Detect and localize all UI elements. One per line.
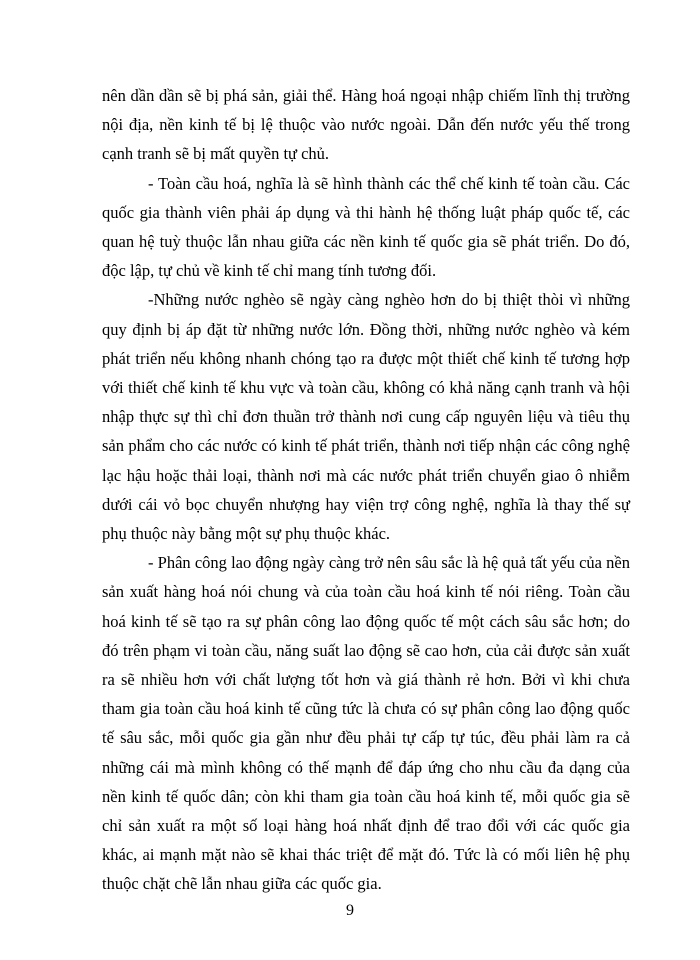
- paragraph-continuation: nên dần dần sẽ bị phá sản, giải thể. Hàng hoá ngoại nhập chiếm lĩnh thị trường nội địa, nền kinh tế bị lệ thuộc vào nước ngoài. Dẫn đến nước yếu thế trong cạnh tranh sẽ bị mất quyền tự chủ.: [102, 86, 630, 164]
- paragraph-poor-countries: -Những nước nghèo sẽ ngày càng nghèo hơn do bị thiệt thòi vì những quy định bị áp đặt từ những nước lớn. Đồng thời, những nước nghèo và kém phát triển nếu không nhanh chóng tạo ra được một thiết chế kinh tế tương hợp với thiết chế kinh tế khu vực và toàn cầu, không có khả năng cạnh tranh và hội nhập thực sự thì chỉ đơn thuần trở thành nơi cung cấp nguyên liệu và tiêu thụ sản phẩm cho các nước có kinh tế phát triển, thành nơi tiếp nhận các công nghệ lạc hậu hoặc thải loại, thành nơi mà các nước phát triển chuyển giao ô nhiễm dưới cái vỏ bọc chuyển nhượng hay viện trợ công nghệ, nghĩa là thay thế sự phụ thuộc này bằng một sự phụ thuộc khác.: [102, 290, 630, 544]
- body-text: [102, 81, 630, 899]
- page-number: 9: [346, 902, 354, 919]
- paragraph-division-of-labor: - Phân công lao động ngày càng trở nên sâu sắc là hệ quả tất yếu của nền sản xuất hàng hoá nói chung và của toàn cầu hoá kinh tế nói riêng. Toàn cầu hoá kinh tế sẽ tạo ra sự phân công lao động quốc tế một cách sâu sắc hơn; do đó trên phạm vi toàn cầu, năng suất lao động sẽ cao hơn, của cải được sản xuất ra sẽ nhiều hơn với chất lượng tốt hơn và giá thành rẻ hơn. Bởi vì khi chưa tham gia toàn cầu hoá kinh tế cũng tức là chưa có sự phân công lao động quốc tế sâu sắc, mỗi quốc gia gần như đều phải tự cấp tự túc, đều phải làm ra cả những cái mà mình không có thế mạnh để đáp ứng cho nhu cầu đa dạng của nền kinh tế quốc dân; còn khi tham gia toàn cầu hoá kinh tế, mỗi quốc gia sẽ chỉ sản xuất ra một số loại hàng hoá nhất định để trao đổi với các quốc gia khác, ai mạnh mặt nào sẽ khai thác triệt để mặt đó. Tức là có mối liên hệ phụ thuộc chặt chẽ lẫn nhau giữa các quốc gia.: [102, 553, 630, 894]
- paragraph-global-institutions: - Toàn cầu hoá, nghĩa là sẽ hình thành các thể chế kinh tế toàn cầu. Các quốc gia thành viên phải áp dụng và thi hành hệ thống luật pháp quốc tế, các quan hệ tuỳ thuộc lẫn nhau giữa các nền kinh tế quốc gia sẽ phát triển. Do đó, độc lập, tự chủ về kinh tế chỉ mang tính tương đối.: [102, 173, 630, 281]
